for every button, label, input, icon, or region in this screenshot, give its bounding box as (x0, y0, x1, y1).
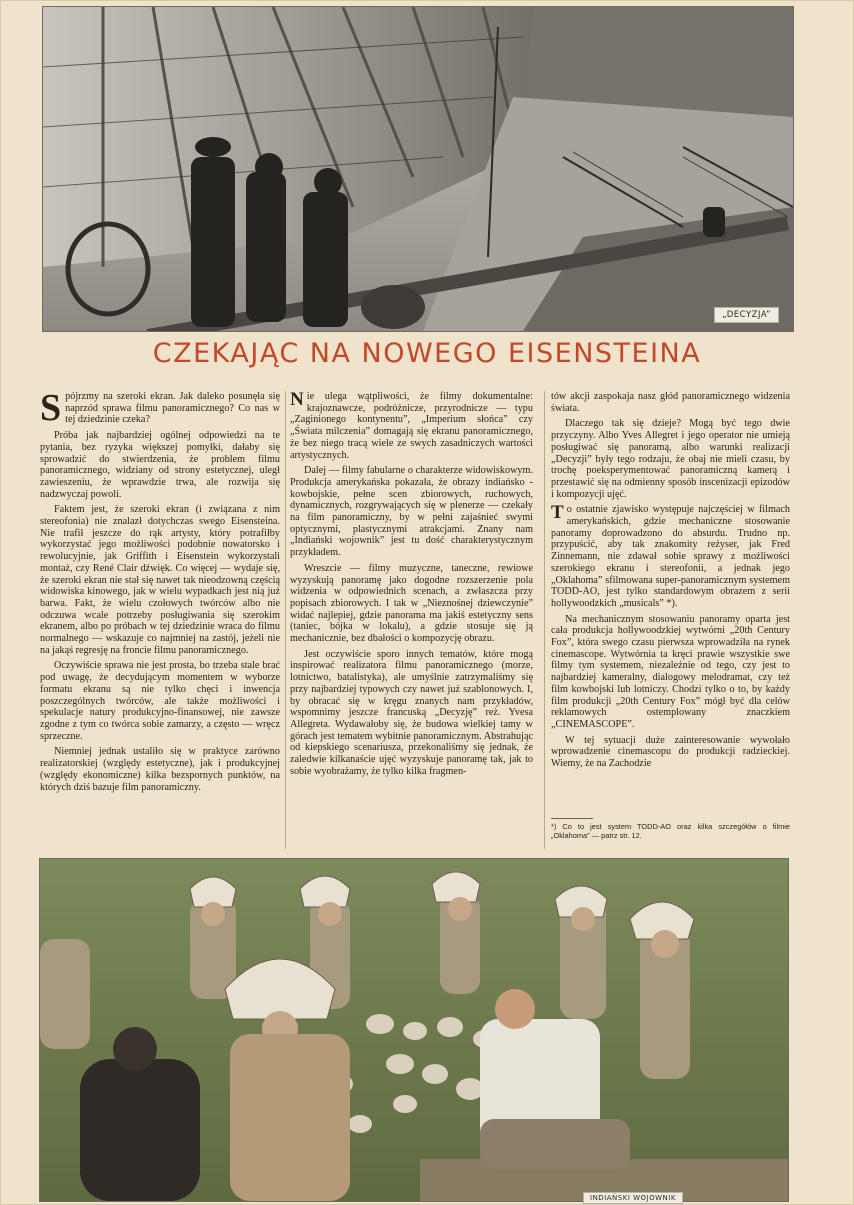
article-headline: CZEKAJĄC NA NOWEGO EISENSTEINA (152, 338, 702, 369)
paragraph-text: o ostatnie zjawisko występuje najczęściej w filmach amerykańskich, gdzie mechaniczne stosowanie panoramy doprowadzono do absurdu. Trudno np. przypuścić, aby tak znakomity reżyser, jak Fred Zinnemann, nie zdawał sobie sprawy z możliwości szerokiego ekranu i stereofonii, a jednak jego „Oklahoma” sfilmowana super-panoramicznym systemem TODD-AO, jest tylko standardowym obrazem z serii hollywoodzkich „musicals” *). (551, 504, 790, 609)
paragraph: tów akcji zaspokaja nasz głód panoramicznego widzenia świata. (551, 391, 790, 414)
paragraph: Wreszcie — filmy muzyczne, taneczne, rewiowe wyzyskują panoramę jako dogodne rozszerzenie pola widzenia w odpowiednich scenach, a zwłaszcza przy popisach zbiorowych. I tak w „Nieznośnej dziewczynie” widać najlepiej, gdzie panorama ma jakiś estetyczny sens (taniec, bójka w lokalu), a gdzie stosuje się ją mechanicznie, bez dbałości o kompozycję obrazu. (290, 562, 533, 645)
indian-gathering-illustration (40, 859, 788, 1201)
paragraph-text: pójrzmy na szeroki ekran. Jak daleko posunęła się naprzód sprawa filmu panoramicznego? Co nas w tej dziedzinie czeka? (65, 391, 280, 426)
paragraph: Niemniej jednak ustaliło się w praktyce zarówno realizatorskiej (względy estetyczne), jak i produkcyjnej (względy ekonomiczne) kilka bezspornych punktów, na których dziś bazuje film panoramiczny. (40, 746, 280, 793)
column-divider (285, 391, 286, 849)
paragraph (40, 387, 280, 429)
drop-cap: T (551, 502, 564, 524)
dam-construction-illustration (43, 7, 793, 331)
paragraph: Faktem jest, że szeroki ekran (i związana z nim stereofonia) nie znalazł dotychczas swego Eisensteina. Nie trafił jeszcze do rąk artysty, który potrafiłby wykorzystać jego możliwości podobnie nowatorsko i rewolucyjnie, jak Griffith i Eisenstein wykorzystali montaż, czy René Clair dźwięk. Co więcej — wydaje się, że szeroki ekran nie stał się nawet tak nieodzowną częścią widowiska kinowego, jak w wielu wypadkach jest nią już barwa. Fakt, że wielu czołowych twórców albo nie odczuwa wcale potrzeby posługiwania się szerokim ekranem, albo po próbach w tej dziedzinie wraca do filmu normalnego — wskazuje co najmniej na zastój, jeżeli nie na jakąś regresję na froncie filmu panoramicznego. (40, 504, 280, 656)
paragraph: Oczywiście sprawa nie jest prosta, bo trzeba stale brać pod uwagę, że decydującym momentem w wyborze formatu ekranu są nie tylko chęci i inwencja poszczególnych twórców, ale także możliwości i spekulacje natury produkcyjno-finansowej, nie zawsze zgodne z tym co twórca sobie zamarzy, a często — wręcz sprzeczne. (40, 660, 280, 742)
paragraph (290, 391, 533, 461)
paragraph: Jest oczywiście sporo innych tematów, które mogą inspirować realizatora filmu panoramicznego (morze, lotnictwo, batalistyka), ale umyślnie zatrzymaliśmy się przy najbardziej typowych czy nawet już szablonowych. I, by obracać się w kręgu znanych nam przykładów, wspomnimy jeszcze francuską „Decyzję” reż. Yvesa Allegreta. Wydawałoby się, że budowa wielkiej tamy w górach jest tematem wybitnie panoramicznym. Abstrahując od kiepskiego scenariusza, przekonaliśmy się jednak, że zaledwie kilkanaście ujęć wyzyskuje panoramę tak, jak to sobie wyobrażamy, że tylko kilka fragmen- (290, 648, 533, 777)
paragraph: Dalej — filmy fabularne o charakterze widowiskowym. Produkcja amerykańska pokazała, że obrazy indiańsko - kowbojskie, pełne scen zbiorowych, ruchowych, dynamicznych, rozgrywających się w plenerze — czekały na film panoramiczny, by w pełni zajaśnieć swymi optycznymi, plastycznymi atrakcjami. Znany nam „Indiański wojownik” jest tu dość charakterystycznym przykładem. (290, 465, 533, 559)
paragraph-text: ie ulega wątpliwości, że filmy dokumentalne: krajoznawcze, podróżnicze, przyrodnicze — typu „Zaginionego kontynentu”, „Imperium słońca” czy „Świata milczenia” domagają się ekranu panoramicznego, że bez niego tracą wiele ze swych zasadniczych wartości artystycznych. (290, 391, 533, 461)
column-divider (544, 391, 545, 849)
photo-caption: „DECYZJA” (714, 307, 779, 323)
article-column-2 (290, 391, 533, 782)
paragraph (551, 504, 790, 609)
paragraph: Na mechanicznym stosowaniu panoramy oparta jest cała produkcja hollywoodzkiej wytwórni „20th Century Fox”, która swego czasu pierwsza wprowadziła na rynek cinemascope. Wytwórnia ta kręci prawie wszystkie swe filmy tym systemem, niezależnie od tego, czy jest to najbardziej kameralny, dialogowy melodramat, czy też film kowbojski lub lotniczy. Chodzi tylko o to, by każdy film produkcji „20th Century Fox” mógł być dla celów reklamowych ostemplowany znaczkiem „CINEMASCOPE”. (551, 613, 790, 730)
footnote-divider (551, 818, 593, 819)
paragraph: W tej sytuacji duże zainteresowanie wywołało wprowadzenie cinemascopu do produkcji radzieckiej. Wiemy, że na Zachodzie (551, 734, 790, 770)
paragraph: Dlaczego tak się dzieje? Mogą być tego dwie przyczyny. Albo Yves Allegret i jego operator nie umieją posługiwać się panoramą, albo warunki realizacji „Decyzji” były tego rodzaju, że obaj nie mieli czasu, by trochę poeksperymentować panoramiczną kamerą i przestawić się na odmienny sposób inscenizacji epizodów i kompozycji ujęć. (551, 418, 790, 500)
paragraph: Próba jak najbardziej ogólnej odpowiedzi na te pytania, bez ryzyka większej pomyłki, dałaby się sprowadzić do stwierdzenia, że problem filmu panoramicznego, widziany od strony estetycznej, uległ zawieszeniu, że wprawdzie trwa, ale rozwija się nadzwyczaj powoli. (40, 430, 280, 500)
drop-cap: S (40, 387, 62, 429)
footnote: *) Co to jest system TODD-AO oraz kilka szczegółów o filmie „Oklahoma” — patrz str. 12. (551, 822, 790, 840)
indian-warrior-photo (39, 858, 789, 1202)
photo-caption: INDIAŃSKI WOJOWNIK (583, 1192, 683, 1204)
article-column-3 (551, 391, 790, 774)
article-column-1 (40, 387, 280, 797)
drop-cap: N (290, 389, 304, 410)
dam-construction-photo (42, 6, 794, 332)
